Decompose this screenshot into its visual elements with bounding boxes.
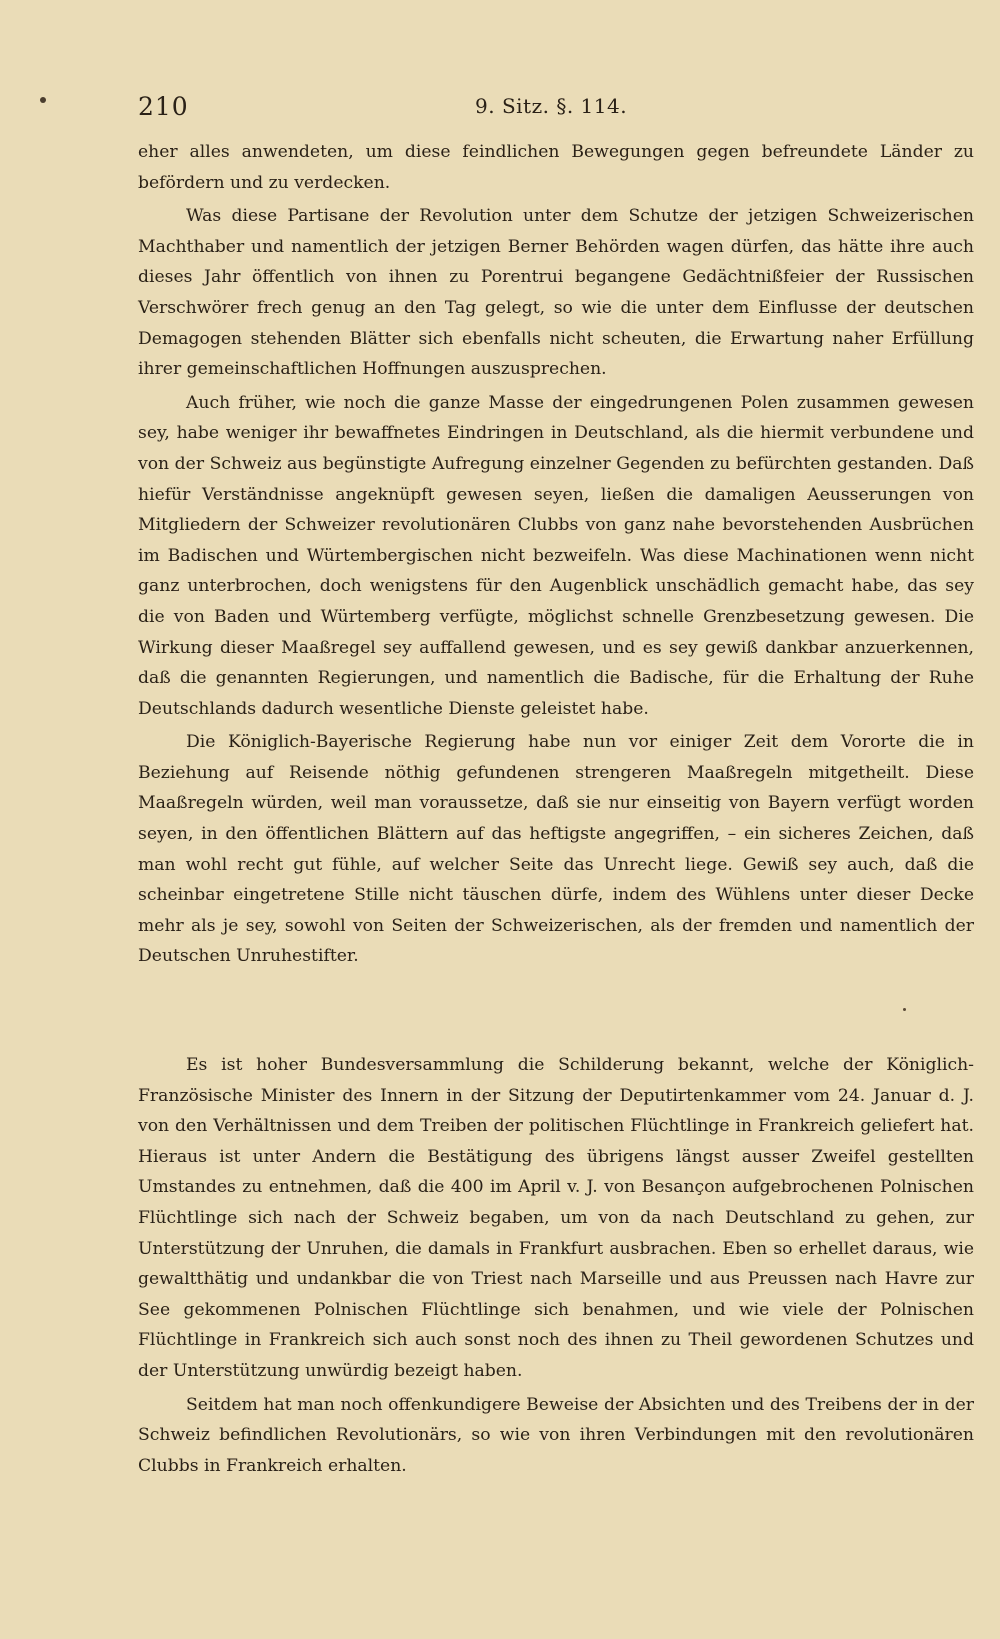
body-text: [138, 137, 974, 1481]
running-head: 9. Sitz. §. 114.: [475, 94, 628, 118]
paragraph: Es ist hoher Bundesversammlung die Schilderung bekannt, welche der Königlich-Französische Minister des Innern in der Sitzung der Deputirtenkammer vom 24. Januar d. J. von den Verhältnissen und dem Treiben der politischen Flüchtlinge in Frankreich geliefert hat. Hieraus ist unter Andern die Bestätigung des übrigens längst ausser Zweifel gestellten Umstandes zu entnehmen, daß die 400 im April v. J. von Besançon aufgebrochenen Polnischen Flüchtlinge sich nach der Schweiz begaben, um von da nach Deutschland zu gehen, zur Unterstützung der Unruhen, die damals in Frankfurt ausbrachen. Eben so erhellet daraus, wie gewaltthätig und undankbar die von Triest nach Marseille und aus Preussen nach Havre zur See gekommenen Polnischen Flüchtlinge sich benahmen, und wie viele der Polnischen Flüchtlinge in Frankreich sich auch sonst noch des ihnen zu Theil gewordenen Schutzes und der Unterstützung unwürdig bezeigt haben.: [138, 1055, 974, 1381]
section-break: [138, 972, 974, 1050]
paragraph: Auch früher, wie noch die ganze Masse der eingedrungenen Polen zusammen gewesen sey, habe weniger ihr bewaffnetes Eindringen in Deutschland, als die hiermit verbundene und von der Schweiz aus begünstigte Aufregung einzelner Gegenden zu befürchten gestanden. Daß hiefür Verständnisse angeknüpft gewesen seyen, ließen die damaligen Aeusserungen von Mitgliedern der Schweizer revolutionären Clubbs von ganz nahe bevorstehenden Ausbrüchen im Badischen und Würtembergischen nicht bezweifeln. Was diese Machinationen wenn nicht ganz unterbrochen, doch wenigstens für den Augenblick unschädlich gemacht habe, das sey die von Baden und Würtemberg verfügte, möglichst schnelle Grenzbesetzung gewesen. Die Wirkung dieser Maaßregel sey auffallend gewesen, und es sey gewiß dankbar anzuerkennen, daß die genannten Regierungen, und namentlich die Badische, für die Erhaltung der Ruhe Deutschlands dadurch wesentliche Dienste geleistet habe.: [138, 392, 974, 719]
page-header: [0, 92, 1000, 122]
paragraph: Die Königlich-Bayerische Regierung habe nun vor einiger Zeit dem Vororte die in Beziehung auf Reisende nöthig gefundenen strengeren Maaßregeln mitgetheilt. Diese Maaßregeln würden, weil man voraussetze, daß sie nur einseitig von Bayern verfügt worden seyen, in den öffentlichen Blättern auf das heftigste angegriffen, – ein sicheres Zeichen, daß man wohl recht gut fühle, auf welcher Seite das Unrecht liege. Gewiß sey auch, daß die scheinbar eingetretene Stille nicht täuschen dürfe, indem des Wühlens unter dieser Decke mehr als je sey, sowohl von Seiten der Schweizerischen, als der fremden und namentlich der Deutschen Unruhestifter.: [138, 732, 974, 967]
page-number: 210: [138, 92, 189, 121]
section-dot: [903, 1008, 906, 1011]
paragraph: Seitdem hat man noch offenkundigere Beweise der Absichten und des Treibens der in der Schweiz befindlichen Revolutionärs, so wie von ihren Verbindungen mit den revolutionären Clubbs in Frankreich erhalten.: [138, 1394, 974, 1476]
paragraph: eher alles anwendeten, um diese feindlichen Bewegungen gegen befreundete Länder zu befördern und zu verdecken.: [138, 142, 974, 193]
paragraph: Was diese Partisane der Revolution unter dem Schutze der jetzigen Schweizerischen Machthaber und namentlich der jetzigen Berner Behörden wagen dürfen, das hätte ihre auch dieses Jahr öffentlich von ihnen zu Porentrui begangene Gedächtnißfeier der Russischen Verschwörer frech genug an den Tag gelegt, so wie die unter dem Einflusse der deutschen Demagogen stehenden Blätter sich ebenfalls nicht scheuten, die Erwartung naher Erfüllung ihrer gemeinschaftlichen Hoffnungen auszusprechen.: [138, 206, 974, 380]
